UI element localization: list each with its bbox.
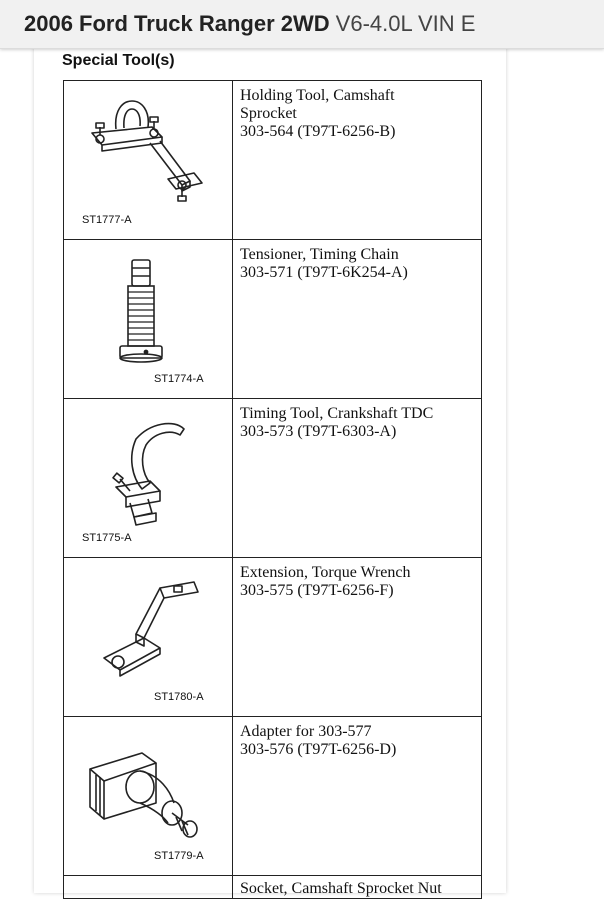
tool-image-cell [64, 240, 233, 399]
special-tools-table [63, 80, 482, 899]
tool-figure-code: ST1775-A [82, 532, 132, 544]
table-row [64, 717, 482, 876]
tool-name-line: Adapter for 303-577 [240, 723, 372, 740]
table-row [64, 81, 482, 240]
tool-name-line: Extension, Torque Wrench [240, 564, 411, 581]
tool-description-cell [233, 81, 482, 240]
tool-number-line: 303-576 (T97T-6256-D) [240, 741, 397, 758]
table-row [64, 399, 482, 558]
section-title: Special Tool(s) [62, 52, 175, 69]
page-header [0, 0, 604, 49]
tool-description-cell [233, 717, 482, 876]
tool-image-cell [64, 81, 233, 240]
tool-description-cell [233, 558, 482, 717]
tool-name-line: Sprocket [240, 105, 297, 122]
tool-name-line: Holding Tool, Camshaft [240, 87, 395, 104]
tool-image-cell [64, 717, 233, 876]
tool-number-line: 303-571 (T97T-6K254-A) [240, 264, 408, 281]
tool-number-line: 303-575 (T97T-6256-F) [240, 582, 394, 599]
tool-image-cell [64, 558, 233, 717]
tool-figure-code: ST1780-A [154, 691, 204, 703]
tool-description-cell [233, 876, 482, 899]
tool-name-line: Timing Tool, Crankshaft TDC [240, 405, 434, 422]
tool-figure-code: ST1774-A [154, 373, 204, 385]
tool-number-line: 303-573 (T97T-6303-A) [240, 423, 397, 440]
tool-description-cell [233, 399, 482, 558]
vehicle-title: 2006 Ford Truck Ranger 2WD [24, 11, 330, 36]
tool-number-line: 303-564 (T97T-6256-B) [240, 123, 396, 140]
timing-chain-tensioner-icon [64, 240, 232, 398]
page-title [24, 10, 475, 38]
tool-name-line: Tensioner, Timing Chain [240, 246, 399, 263]
adapter-icon [64, 717, 232, 875]
engine-subtitle: V6-4.0L VIN E [335, 11, 476, 36]
tool-figure-code: ST1777-A [82, 214, 132, 226]
table-row [64, 240, 482, 399]
tool-name-line: Socket, Camshaft Sprocket Nut [240, 880, 442, 897]
tool-description-cell [233, 240, 482, 399]
tool-image-cell [64, 876, 233, 899]
table-row [64, 876, 482, 899]
table-row [64, 558, 482, 717]
tool-image-cell [64, 399, 233, 558]
tool-figure-code: ST1779-A [154, 850, 204, 862]
torque-wrench-extension-icon [64, 558, 232, 716]
